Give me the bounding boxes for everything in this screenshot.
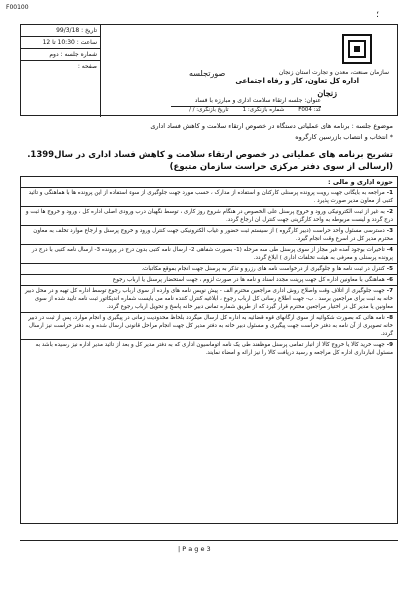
item-number: 6- — [386, 277, 393, 283]
agenda-line2: * انتخاب و انتصاب بازرسین کارگروه — [295, 133, 393, 141]
meta-table — [21, 25, 101, 117]
item-text: جهت جلوگیری از اتلاف وقت واصلاح روش اداری مراجعین محترم الف - پیش نویس نامه های وارده از سوی ارباب رجوع توسط اداره کل تهیه و در محل دبیر خانه به ثبت برای مراجعین برسد . ب- جهت اطلاع رسانی کل ارباب رجوع ، ابلاغیه کنترل کننده نامه می بایست شماره اندیکاتور ثبت نامه تایید شده از سوی معاونین یا مدیر کل در اختیار مراجعین محترم قرار گیرد که از طریق شماره تماس دبیر خانه پاسخ و تحویل ارباب رجوع گردد. — [25, 288, 393, 310]
session-number: شماره بازنگری: 1 — [242, 107, 285, 113]
item-number: 2- — [386, 209, 393, 215]
item-text: جهت خرید کالا یا خروج کالا از انبار تمامی پرسنل موظفند طی یک نامه اتوماسیون اداری که به دفتر مدیر کل و بعد از تائید مدیر اداره نیز رسیده باشد به مسئول انبارداری اداره کل مراجعه و رسید دریافت کالا را نیز ارائه و امضاء نمایند. — [35, 342, 393, 356]
meta-page: صفحه : — [77, 63, 97, 70]
meta-date: تاریخ : 99/3/18 — [21, 25, 100, 37]
page-code: F00100 — [6, 4, 29, 11]
item-number: 4- — [386, 247, 393, 253]
item-text: دسترسی مسئول واحد حراست (دبیر کارگروه ) از سیستم ثبت حضور و غیاب الکترونیکی جهت کنترل ورود و خروج پرسنل و ارجاع موارد تخلف به معاون محترم مدیر کل در اسرع وقت انجام گیرد. — [33, 228, 393, 242]
list-item — [21, 340, 397, 358]
agenda-line1: موضوع جلسه : برنامه های عملیاتی دستگاه در خصوص ارتقاء سلامت و کاهش فساد اداری — [150, 122, 393, 130]
main-subtitle: (ارسالی از سوی دفتر مرکزی حراست سازمان متبوع) — [169, 162, 393, 172]
info-row — [111, 107, 321, 117]
section-heading: حوزه اداری و مالی : — [21, 177, 397, 188]
item-text: به غیر از ثبت الکترونیکی ورود و خروج پرسنل علی الخصوص در هنگام شروع روز کاری ، توسط نگهبان درب ورودی اصلی اداره کل ، ورود و خروج ها ثبت و درج گردد و لیست مربوطه به واحد کارگزینی جهت کنترل ان ارجاع گردد. — [25, 209, 393, 223]
list-item — [21, 264, 397, 275]
org-line3: زنجان — [317, 88, 337, 98]
minutes-title: صورتجلسه — [189, 69, 226, 78]
review-date: تاریخ بازنگری: / / — [189, 107, 229, 113]
list-item — [21, 245, 397, 264]
list-item — [21, 207, 397, 226]
item-text: هماهنگی با معاونین اداره کل جهت پرینت مجدد اسناد و نامه ها در صورت لزوم ، جهت استحضار پرسنل یا ارباب رجوع — [112, 277, 385, 283]
main-title: تشریح برنامه های عملیاتی در خصوص ارتقاء سلامت و کاهش فساد اداری در سال1399. — [27, 150, 393, 160]
page-number: | P a g e 3 — [178, 545, 211, 553]
items-list — [21, 188, 397, 358]
subject-line: عنوان: جلسه ارتقاء سلامت اداری و مبارزه با فساد — [171, 97, 321, 107]
item-text: تاخیرات بوجود آمده غیر مجاز از سوی پرسنل طی سه مرحله (1- بصورت شفاهی 2- ارسال نامه کتبی بدون درج در پرونده 3- ارسال نامه کتبی با درج در پرونده پرسنلی و معرفی به هیئت تخلفات اداری ) ابلاغ گردد. — [31, 247, 393, 261]
item-number: 5- — [386, 266, 393, 272]
footer-divider — [20, 540, 398, 541]
document-header — [20, 24, 398, 116]
org-line1: سازمان صنعت، معدن و تجارت استان زنجان — [278, 69, 389, 76]
content-table — [20, 176, 398, 524]
code-label: کد: F004 — [298, 107, 321, 113]
corner-mark: ؛ — [376, 10, 379, 20]
item-number: 9- — [386, 342, 393, 348]
meta-session: شماره جلسه : دوم — [21, 49, 100, 61]
org-line2: اداره کل تعاون، کار و رفاه اجتماعی — [235, 77, 359, 85]
item-number: 1- — [386, 190, 393, 196]
item-text: نامه هائی که بصورت شکوائیه از سوی ارگانهای قوه قضائیه به اداره کل ارسال میگردد بلحاظ محدودیت زمانی در پیگیری و انجام موارد، پس از ثبت در دبیر خانه تصویری از آن نامه به دفتر حراست جهت پیگیری و مسئول دبیر خانه به دفتر مدیر کل جهت انجام مراحل قانونی ارسال شده و به دفتر حراست نیز ارسال گردد. — [28, 315, 393, 337]
list-item — [21, 226, 397, 245]
item-text: کنترل در ثبت نامه ها و جلوگیری از درخواست نامه های رزرو و تذکر به پرسنل جهت انجام بموقع مکاتبات. — [141, 266, 385, 272]
list-item — [21, 286, 397, 313]
organization-logo-icon — [339, 31, 375, 67]
item-number: 8- — [386, 315, 393, 321]
list-item — [21, 275, 397, 286]
item-text: مراجعه به بایگانی جهت رویت پرونده پرسنلی کارکنان و استفاده از مدارک ، حسب مورد جهت جلوگیری از سوء استفاده از این پرونده ها با هماهنگی و تائید کتبی از معاون مدیر صورت پذیرد . — [28, 190, 393, 204]
meta-time: ساعت : 10:30 تا 12 — [21, 37, 100, 49]
list-item — [21, 188, 397, 207]
item-number: 7- — [386, 288, 393, 294]
item-number: 3- — [386, 228, 393, 234]
list-item — [21, 313, 397, 340]
